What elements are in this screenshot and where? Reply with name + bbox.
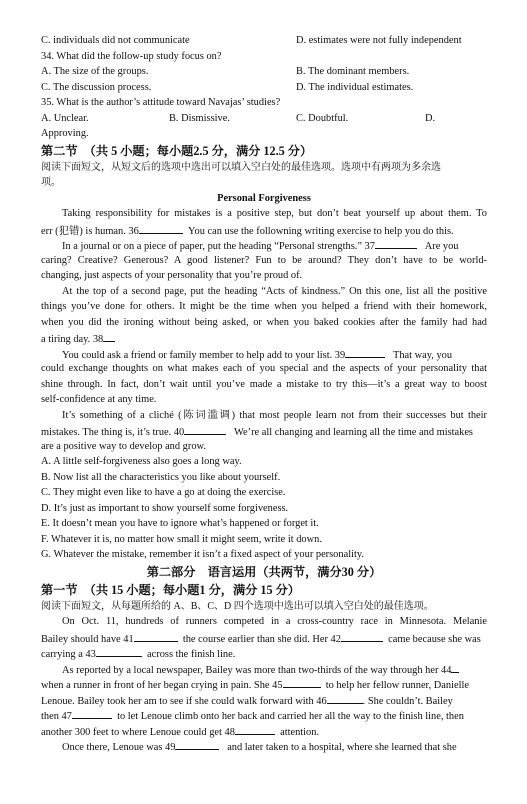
blank-42[interactable] (341, 630, 383, 642)
passage-line (41, 692, 487, 708)
section2-heading: 第二节 （共 5 小题；每小题2.5 分，满分 12.5 分） (41, 143, 313, 158)
q33-options-row (41, 33, 487, 49)
passage-line (41, 630, 487, 646)
blank-40[interactable] (184, 423, 226, 435)
q33-option-c[interactable]: C. individuals did not communicate (41, 35, 190, 46)
choice-option-e[interactable]: E. It doesn’t mean you have to ignore what’s happened or forget it. (41, 518, 319, 529)
blank-44[interactable] (451, 661, 459, 673)
passage-line (41, 738, 487, 754)
passage-text: to let Lenoue climb onto her back and carried her all the way to the finish line, then (117, 711, 464, 722)
passage-text: Lenoue. Bailey took her am to see if she could walk forward with 46 (41, 695, 327, 707)
q35-options-row (41, 111, 487, 127)
blank-41[interactable] (134, 630, 178, 642)
passage-text: You can use the followning writing exercise to help you do this. (188, 225, 454, 237)
q34-options-row-1 (41, 64, 487, 80)
blank-49-label: Once there, Lenoue was 49 (62, 742, 176, 753)
section1-instructions: 阅读下面短文，从每题所给的 A、B、C、D 四个选项中选出可以填入空白处的最佳选项。 (41, 600, 434, 612)
q34-option-a[interactable]: A. The size of the groups. (41, 66, 149, 77)
choice-option-a[interactable]: A. A little self-forgiveness also goes a long way. (41, 456, 242, 467)
passage-text: You could ask a friend or family member to help add to your list. 39 (62, 349, 346, 361)
passage-line (41, 707, 487, 723)
passage-text: the course earlier than she did. Her 42 (182, 633, 341, 645)
passage-line: On Oct. 11, hundreds of runners competed in a cross-country race in Minnesota. Melanie (62, 616, 487, 627)
choice-option-b[interactable]: B. Now list all the characteristics you like about yourself. (41, 471, 281, 483)
blank-40-label: mistakes. The thing is, it’s true. 40 (41, 427, 185, 438)
passage-line: It’s something of a cliché (陈词滥调) that most people learn not from their successes but their (62, 409, 487, 421)
q34-option-c[interactable]: C. The discussion process. (41, 81, 152, 93)
blank-41-label: Bailey should have 41 (41, 633, 134, 645)
choice-option-c[interactable]: C. They might even like to have a go at doing the exercise. (41, 487, 286, 498)
blank-36-label: err (犯错) is human. 36 (41, 225, 139, 237)
passage-line: things you’ve done for others. It might be the time when you helped a friend with their homework, (41, 301, 487, 312)
passage-line (41, 346, 487, 362)
blank-43[interactable] (96, 645, 142, 657)
passage-text: across the finish line. (147, 649, 236, 660)
passage-line: shine through. In fact, don’t wait until you’ve made a mistake to try this—it’s a great way to boost (41, 378, 487, 390)
passage-text: and later taken to a hospital, where she learned that she (227, 742, 457, 753)
passage-text: Are you (424, 241, 459, 252)
blank-36[interactable] (139, 222, 183, 234)
passage-text: We’re all changing and learning all the time and mistakes (234, 427, 473, 438)
blank-49[interactable] (175, 738, 219, 750)
blank-48[interactable] (235, 723, 275, 735)
blank-38[interactable] (103, 330, 115, 342)
passage-line (41, 237, 487, 253)
passage-text: to help her fellow runner, Danielle (325, 680, 469, 691)
passage-text: That way, you (393, 349, 453, 361)
passage-line (41, 661, 487, 677)
exam-page (41, 33, 487, 754)
section2-instructions-cont: 项。 (41, 177, 61, 188)
blank-38-label: a tiring day. 38 (41, 334, 104, 345)
q34-option-b[interactable]: B. The dominant members. (296, 66, 410, 77)
passage-line: At the top of a second page, put the heading “Acts of kindness.” On this one, list all the positive (62, 285, 487, 297)
passage-line (41, 423, 487, 439)
section2-instructions: 阅读下面短文，从短文后的选项中选出可以填入空白处的最佳选项。选项中有两项为多余选 (41, 161, 441, 173)
passage-line (41, 645, 487, 661)
choice-option-g[interactable]: G. Whatever the mistake, remember it isn’t a fixed aspect of your personality. (41, 549, 364, 560)
passage-text: attention. (280, 726, 320, 738)
q35-option-b[interactable]: B. Dismissive. (169, 112, 230, 124)
q35-option-d[interactable]: D. (425, 112, 436, 124)
passage-line: caring? Creative? Generous? A good listener? Fun to be around? They don’t have to be world- (41, 254, 487, 266)
part2-heading: 第二部分 语言运用（共两节，满分30 分） (146, 564, 382, 579)
q35-option-c[interactable]: C. Doubtful. (296, 112, 349, 124)
passage-text: As reported by a local newspaper, Bailey was more than two-thirds of the way through her 44 (62, 664, 452, 676)
passage-line (41, 330, 487, 346)
passage-line (41, 723, 487, 739)
blank-48-label: another 300 feet to where Lenoue could get 48 (41, 726, 235, 738)
passage-text: In a journal or on a piece of paper, put the heading “Personal strengths.” 37 (62, 241, 375, 252)
blank-47-label: then 47 (41, 711, 72, 722)
passage-line: Taking responsibility for mistakes is a positive step, but don’t beat yourself up about them. To (62, 208, 487, 219)
q34-options-row-2 (41, 80, 487, 96)
q35-option-a[interactable]: A. Unclear. (41, 112, 89, 124)
passage-line (41, 676, 487, 692)
passage-text: . She couldn’t. Bailey (362, 695, 453, 707)
q33-option-d[interactable]: D. estimates were not fully independent (296, 35, 462, 46)
blank-47[interactable] (72, 707, 112, 719)
q34-stem: 34. What did the follow-up study focus on? (41, 50, 222, 62)
passage-line: changing, just aspects of your personality that you’re proud of. (41, 270, 303, 281)
choice-option-d[interactable]: D. It’s just as important to show yourself some forgiveness. (41, 502, 289, 514)
q35-option-d-text[interactable]: Approving. (41, 128, 89, 139)
blank-43-label: carrying a 43 (41, 649, 96, 660)
q35-stem: 35. What is the author’s attitude toward Navajas’ studies? (41, 97, 281, 108)
section1-heading: 第一节 （共 15 小题；每小题1 分，满分 15 分） (41, 582, 300, 597)
passage-line: when you did the ironing without being asked, or when you baked cookies after the family had had (41, 316, 487, 328)
blank-46[interactable] (327, 692, 363, 704)
passage-title: Personal Forgiveness (217, 192, 311, 204)
blank-37[interactable] (375, 237, 417, 249)
passage-text: came because she was (388, 633, 481, 645)
passage-text: when a runner in front of her began crying in pain. She 45 (41, 680, 283, 691)
q34-option-d[interactable]: D. The individual estimates. (296, 81, 414, 93)
passage-line: self-confidence at any time. (41, 394, 157, 405)
choice-option-f[interactable]: F. Whatever it is, no matter how small it might seem, write it down. (41, 533, 322, 545)
passage-line: are a positive way to develop and grow. (41, 440, 206, 452)
blank-45[interactable] (283, 676, 321, 688)
blank-39[interactable] (345, 346, 385, 358)
passage-line (41, 222, 487, 238)
passage-line: could exchange thoughts on what makes each of you special and the aspects of your personality that (41, 363, 487, 374)
